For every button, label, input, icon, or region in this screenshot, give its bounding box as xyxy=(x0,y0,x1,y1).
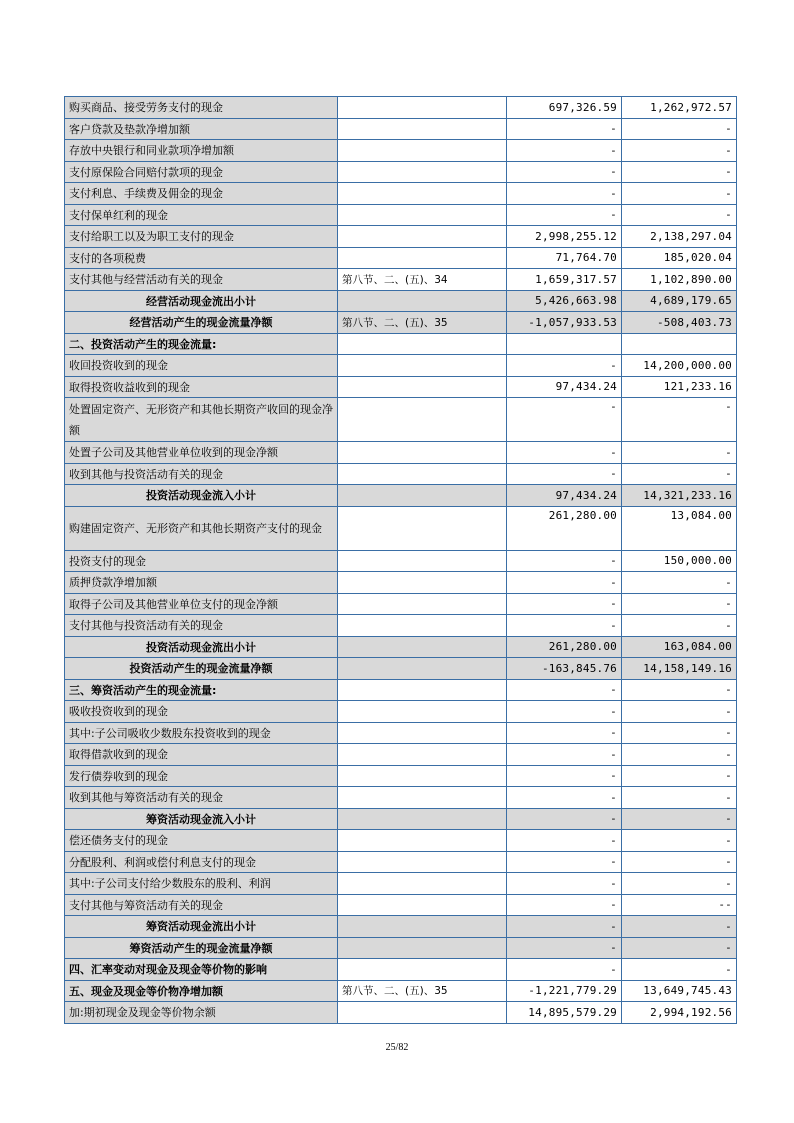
row-prior-period-amount xyxy=(622,333,737,355)
row-current-period-amount: - xyxy=(507,118,622,140)
row-prior-period-amount: - xyxy=(622,161,737,183)
row-prior-period-amount: - xyxy=(622,183,737,205)
row-note xyxy=(338,593,507,615)
row-current-period-amount: 97,434.24 xyxy=(507,376,622,398)
table-row xyxy=(65,572,737,594)
table-row xyxy=(65,550,737,572)
table-row xyxy=(65,873,737,895)
row-prior-period-amount: - xyxy=(622,873,737,895)
row-item-label: 投资支付的现金 xyxy=(65,550,338,572)
row-note: 第八节、二、(五)、35 xyxy=(338,980,507,1002)
table-row xyxy=(65,226,737,248)
row-note xyxy=(338,485,507,507)
row-prior-period-amount: 2,994,192.56 xyxy=(622,1002,737,1024)
table-row xyxy=(65,442,737,464)
row-current-period-amount: - xyxy=(507,916,622,938)
cash-flow-table-body xyxy=(65,97,737,1024)
row-current-period-amount: 697,326.59 xyxy=(507,97,622,119)
row-note: 第八节、二、(五)、34 xyxy=(338,269,507,291)
row-prior-period-amount: 150,000.00 xyxy=(622,550,737,572)
row-item-label: 其中:子公司吸收少数股东投资收到的现金 xyxy=(65,722,338,744)
table-row xyxy=(65,97,737,119)
row-current-period-amount: - xyxy=(507,398,622,442)
row-prior-period-amount: - xyxy=(622,679,737,701)
table-row xyxy=(65,701,737,723)
row-current-period-amount: -1,221,779.29 xyxy=(507,980,622,1002)
row-prior-period-amount: 4,689,179.65 xyxy=(622,290,737,312)
row-prior-period-amount: - xyxy=(622,593,737,615)
row-item-label: 分配股利、利润或偿付利息支付的现金 xyxy=(65,851,338,873)
row-current-period-amount: 14,895,579.29 xyxy=(507,1002,622,1024)
row-prior-period-amount: - xyxy=(622,463,737,485)
row-note xyxy=(338,398,507,442)
row-current-period-amount: -1,057,933.53 xyxy=(507,312,622,334)
row-prior-period-amount: - xyxy=(622,572,737,594)
row-item-label: 二、投资活动产生的现金流量: xyxy=(65,333,338,355)
row-note xyxy=(338,506,507,550)
row-prior-period-amount: - xyxy=(622,722,737,744)
row-note xyxy=(338,722,507,744)
row-item-label: 投资活动现金流出小计 xyxy=(65,636,338,658)
row-note xyxy=(338,333,507,355)
row-item-label: 四、汇率变动对现金及现金等价物的影响 xyxy=(65,959,338,981)
row-note xyxy=(338,290,507,312)
table-row xyxy=(65,183,737,205)
row-current-period-amount: 1,659,317.57 xyxy=(507,269,622,291)
row-note xyxy=(338,808,507,830)
table-row xyxy=(65,376,737,398)
row-prior-period-amount: 1,102,890.00 xyxy=(622,269,737,291)
table-row xyxy=(65,658,737,680)
row-note xyxy=(338,97,507,119)
row-prior-period-amount: - xyxy=(622,851,737,873)
row-current-period-amount: - xyxy=(507,204,622,226)
row-note xyxy=(338,830,507,852)
table-row xyxy=(65,290,737,312)
table-row xyxy=(65,1002,737,1024)
row-note xyxy=(338,1002,507,1024)
table-row xyxy=(65,593,737,615)
row-prior-period-amount: - xyxy=(622,744,737,766)
row-item-label: 支付其他与投资活动有关的现金 xyxy=(65,615,338,637)
row-current-period-amount: 97,434.24 xyxy=(507,485,622,507)
row-current-period-amount: - xyxy=(507,593,622,615)
row-item-label: 收回投资收到的现金 xyxy=(65,355,338,377)
row-note xyxy=(338,161,507,183)
row-note xyxy=(338,140,507,162)
table-row xyxy=(65,744,737,766)
row-note xyxy=(338,247,507,269)
row-item-label: 支付原保险合同赔付款项的现金 xyxy=(65,161,338,183)
row-prior-period-amount: - xyxy=(622,787,737,809)
row-item-label: 经营活动产生的现金流量净额 xyxy=(65,312,338,334)
row-prior-period-amount: - xyxy=(622,615,737,637)
table-row xyxy=(65,851,737,873)
row-current-period-amount: 261,280.00 xyxy=(507,506,622,550)
page-number: 25/82 xyxy=(385,1042,409,1053)
row-note xyxy=(338,550,507,572)
row-prior-period-amount: 1,262,972.57 xyxy=(622,97,737,119)
row-current-period-amount: 71,764.70 xyxy=(507,247,622,269)
table-row xyxy=(65,269,737,291)
row-item-label: 存放中央银行和同业款项净增加额 xyxy=(65,140,338,162)
row-note xyxy=(338,463,507,485)
row-prior-period-amount: 185,020.04 xyxy=(622,247,737,269)
row-item-label: 偿还债务支付的现金 xyxy=(65,830,338,852)
row-item-label: 购买商品、接受劳务支付的现金 xyxy=(65,97,338,119)
row-prior-period-amount: - xyxy=(622,398,737,442)
table-row xyxy=(65,161,737,183)
row-item-label: 客户贷款及垫款净增加额 xyxy=(65,118,338,140)
row-note xyxy=(338,959,507,981)
row-note xyxy=(338,118,507,140)
table-row xyxy=(65,506,737,550)
row-item-label: 三、筹资活动产生的现金流量: xyxy=(65,679,338,701)
row-item-label: 加:期初现金及现金等价物余额 xyxy=(65,1002,338,1024)
row-current-period-amount: - xyxy=(507,615,622,637)
row-note xyxy=(338,572,507,594)
row-prior-period-amount: 163,084.00 xyxy=(622,636,737,658)
row-note xyxy=(338,679,507,701)
row-note xyxy=(338,787,507,809)
row-prior-period-amount: 13,649,745.43 xyxy=(622,980,737,1002)
row-item-label: 筹资活动现金流入小计 xyxy=(65,808,338,830)
row-prior-period-amount: - xyxy=(622,808,737,830)
table-row xyxy=(65,118,737,140)
row-current-period-amount: - xyxy=(507,572,622,594)
row-current-period-amount: - xyxy=(507,679,622,701)
row-current-period-amount: - xyxy=(507,722,622,744)
table-row xyxy=(65,765,737,787)
row-item-label: 发行债券收到的现金 xyxy=(65,765,338,787)
row-prior-period-amount: 2,138,297.04 xyxy=(622,226,737,248)
table-row xyxy=(65,722,737,744)
row-prior-period-amount: 14,200,000.00 xyxy=(622,355,737,377)
table-row xyxy=(65,808,737,830)
row-note xyxy=(338,873,507,895)
row-prior-period-amount: - xyxy=(622,765,737,787)
table-row xyxy=(65,615,737,637)
row-prior-period-amount: - xyxy=(622,959,737,981)
table-row xyxy=(65,980,737,1002)
row-current-period-amount: 2,998,255.12 xyxy=(507,226,622,248)
row-item-label: 投资活动现金流入小计 xyxy=(65,485,338,507)
row-current-period-amount: - xyxy=(507,830,622,852)
row-prior-period-amount: - xyxy=(622,937,737,959)
table-row xyxy=(65,959,737,981)
row-prior-period-amount: - xyxy=(622,204,737,226)
row-current-period-amount: - xyxy=(507,701,622,723)
row-item-label: 处置子公司及其他营业单位收到的现金净额 xyxy=(65,442,338,464)
row-item-label: 支付利息、手续费及佣金的现金 xyxy=(65,183,338,205)
row-item-label: 支付的各项税费 xyxy=(65,247,338,269)
row-prior-period-amount: 13,084.00 xyxy=(622,506,737,550)
row-prior-period-amount: 14,321,233.16 xyxy=(622,485,737,507)
row-prior-period-amount: -- xyxy=(622,894,737,916)
row-item-label: 购建固定资产、无形资产和其他长期资产支付的现金 xyxy=(65,506,338,550)
row-item-label: 取得投资收益收到的现金 xyxy=(65,376,338,398)
row-current-period-amount: - xyxy=(507,937,622,959)
row-current-period-amount: - xyxy=(507,744,622,766)
row-note xyxy=(338,204,507,226)
table-row xyxy=(65,916,737,938)
row-note xyxy=(338,916,507,938)
table-row xyxy=(65,937,737,959)
row-current-period-amount: - xyxy=(507,140,622,162)
row-item-label: 收到其他与投资活动有关的现金 xyxy=(65,463,338,485)
table-row xyxy=(65,636,737,658)
row-item-label: 收到其他与筹资活动有关的现金 xyxy=(65,787,338,809)
row-current-period-amount: - xyxy=(507,550,622,572)
table-row xyxy=(65,830,737,852)
row-item-label: 投资活动产生的现金流量净额 xyxy=(65,658,338,680)
row-item-label: 取得借款收到的现金 xyxy=(65,744,338,766)
row-prior-period-amount: - xyxy=(622,140,737,162)
table-row xyxy=(65,894,737,916)
row-current-period-amount: -163,845.76 xyxy=(507,658,622,680)
row-current-period-amount: - xyxy=(507,355,622,377)
row-note xyxy=(338,765,507,787)
row-prior-period-amount: 14,158,149.16 xyxy=(622,658,737,680)
row-current-period-amount: - xyxy=(507,851,622,873)
row-item-label: 吸收投资收到的现金 xyxy=(65,701,338,723)
row-prior-period-amount: - xyxy=(622,442,737,464)
row-prior-period-amount: - xyxy=(622,118,737,140)
row-current-period-amount: - xyxy=(507,463,622,485)
row-note xyxy=(338,701,507,723)
table-row xyxy=(65,247,737,269)
row-note xyxy=(338,894,507,916)
row-note xyxy=(338,376,507,398)
row-item-label: 支付保单红利的现金 xyxy=(65,204,338,226)
table-row xyxy=(65,312,737,334)
row-note xyxy=(338,226,507,248)
row-prior-period-amount: - xyxy=(622,830,737,852)
table-row xyxy=(65,485,737,507)
row-note xyxy=(338,744,507,766)
table-row xyxy=(65,787,737,809)
row-item-label: 经营活动现金流出小计 xyxy=(65,290,338,312)
row-item-label: 支付其他与筹资活动有关的现金 xyxy=(65,894,338,916)
row-note xyxy=(338,183,507,205)
row-prior-period-amount: 121,233.16 xyxy=(622,376,737,398)
row-current-period-amount xyxy=(507,333,622,355)
table-row xyxy=(65,355,737,377)
row-note xyxy=(338,615,507,637)
row-item-label: 支付给职工以及为职工支付的现金 xyxy=(65,226,338,248)
row-item-label: 筹资活动产生的现金流量净额 xyxy=(65,937,338,959)
row-current-period-amount: - xyxy=(507,765,622,787)
table-row xyxy=(65,140,737,162)
table-row xyxy=(65,398,737,442)
row-current-period-amount: - xyxy=(507,808,622,830)
row-item-label: 取得子公司及其他营业单位支付的现金净额 xyxy=(65,593,338,615)
row-current-period-amount: - xyxy=(507,894,622,916)
row-note xyxy=(338,658,507,680)
row-current-period-amount: - xyxy=(507,959,622,981)
row-note xyxy=(338,937,507,959)
table-row xyxy=(65,463,737,485)
row-note xyxy=(338,851,507,873)
row-current-period-amount: - xyxy=(507,183,622,205)
row-note xyxy=(338,442,507,464)
table-row xyxy=(65,204,737,226)
row-item-label: 支付其他与经营活动有关的现金 xyxy=(65,269,338,291)
row-current-period-amount: - xyxy=(507,787,622,809)
row-note: 第八节、二、(五)、35 xyxy=(338,312,507,334)
row-prior-period-amount: - xyxy=(622,916,737,938)
row-current-period-amount: 261,280.00 xyxy=(507,636,622,658)
row-item-label: 处置固定资产、无形资产和其他长期资产收回的现金净额 xyxy=(65,398,338,442)
row-note xyxy=(338,636,507,658)
row-current-period-amount: - xyxy=(507,442,622,464)
row-item-label: 质押贷款净增加额 xyxy=(65,572,338,594)
row-item-label: 其中:子公司支付给少数股东的股利、利润 xyxy=(65,873,338,895)
cash-flow-table xyxy=(64,96,737,1024)
table-row xyxy=(65,679,737,701)
row-item-label: 五、现金及现金等价物净增加额 xyxy=(65,980,338,1002)
row-item-label: 筹资活动现金流出小计 xyxy=(65,916,338,938)
row-current-period-amount: - xyxy=(507,161,622,183)
row-prior-period-amount: - xyxy=(622,701,737,723)
row-prior-period-amount: -508,403.73 xyxy=(622,312,737,334)
row-note xyxy=(338,355,507,377)
row-current-period-amount: 5,426,663.98 xyxy=(507,290,622,312)
table-row xyxy=(65,333,737,355)
row-current-period-amount: - xyxy=(507,873,622,895)
